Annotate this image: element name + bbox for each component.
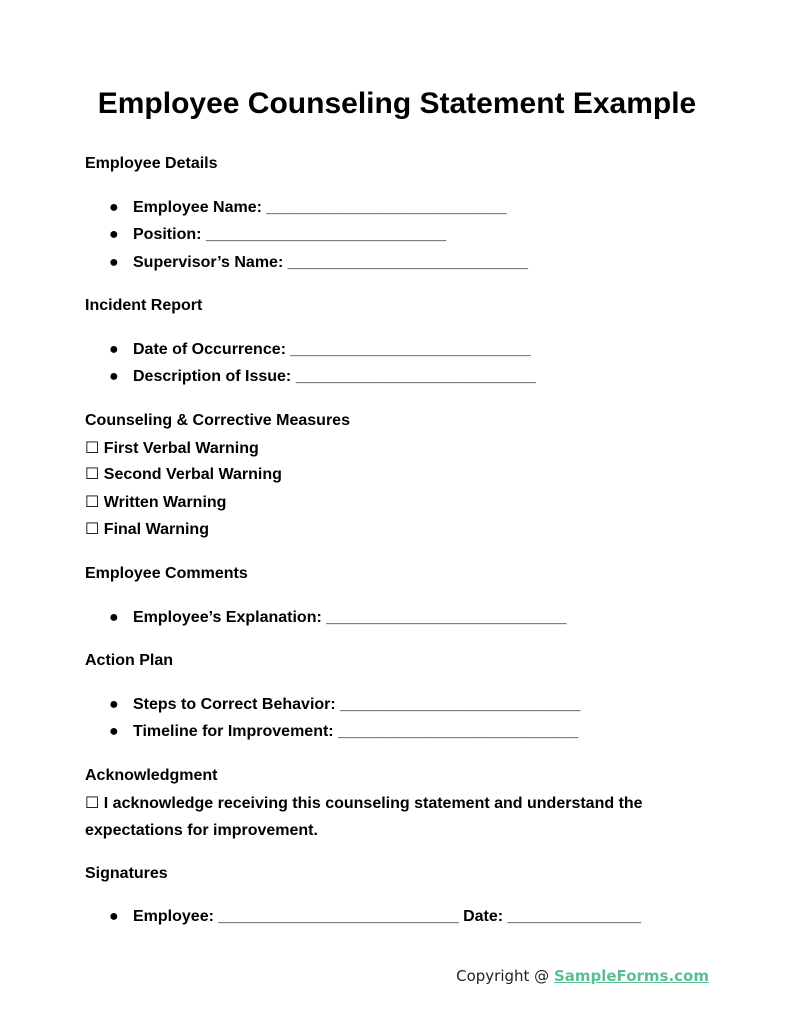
- bullet-icon: ●: [109, 226, 119, 243]
- field-employee-name[interactable]: Employee Name: ___________________________: [133, 199, 507, 216]
- section-heading-employee-details: Employee Details: [85, 155, 218, 172]
- section-heading-signatures: Signatures: [85, 865, 168, 882]
- checkbox-acknowledgment[interactable]: ☐ I acknowledge receiving this counseling statement and understand the expectations for improvement.: [85, 795, 643, 839]
- bullet-icon: ●: [109, 908, 119, 925]
- page-title: Employee Counseling Statement Example: [97, 87, 697, 120]
- section-heading-acknowledgment: Acknowledgment: [85, 767, 218, 784]
- bullet-icon: ●: [109, 368, 119, 385]
- section-heading-action-plan: Action Plan: [85, 652, 174, 669]
- field-employee-signature-date[interactable]: Employee: ___________________________ Date: _______________: [133, 908, 641, 925]
- sampleforms-link[interactable]: SampleForms.com: [553, 967, 709, 985]
- checkbox-first-verbal-warning[interactable]: ☐ First Verbal Warning: [85, 440, 259, 457]
- bullet-icon: ●: [109, 609, 119, 626]
- section-heading-employee-comments: Employee Comments: [85, 565, 248, 582]
- copyright-footer: [456, 966, 709, 986]
- bullet-icon: ●: [109, 341, 119, 358]
- checkbox-written-warning[interactable]: ☐ Written Warning: [85, 494, 227, 511]
- copyright-text: Copyright @: [456, 967, 554, 985]
- field-date-of-occurrence[interactable]: Date of Occurrence: ___________________________: [133, 341, 531, 358]
- field-steps-to-correct[interactable]: Steps to Correct Behavior: ___________________________: [133, 696, 581, 713]
- field-employee-explanation[interactable]: Employee’s Explanation: ___________________________: [133, 609, 567, 626]
- bullet-icon: ●: [109, 696, 119, 713]
- field-description-of-issue[interactable]: Description of Issue: ___________________________: [133, 368, 536, 385]
- checkbox-second-verbal-warning[interactable]: ☐ Second Verbal Warning: [85, 466, 282, 483]
- bullet-icon: ●: [109, 199, 119, 216]
- checkbox-final-warning[interactable]: ☐ Final Warning: [85, 521, 209, 538]
- section-heading-incident-report: Incident Report: [85, 297, 203, 314]
- bullet-icon: ●: [109, 254, 119, 271]
- field-supervisor-name[interactable]: Supervisor’s Name: ___________________________: [133, 254, 528, 271]
- field-position[interactable]: Position: ___________________________: [133, 226, 447, 243]
- bullet-icon: ●: [109, 723, 119, 740]
- section-heading-counseling: Counseling & Corrective Measures: [85, 412, 350, 429]
- field-timeline-for-improvement[interactable]: Timeline for Improvement: ___________________________: [133, 723, 579, 740]
